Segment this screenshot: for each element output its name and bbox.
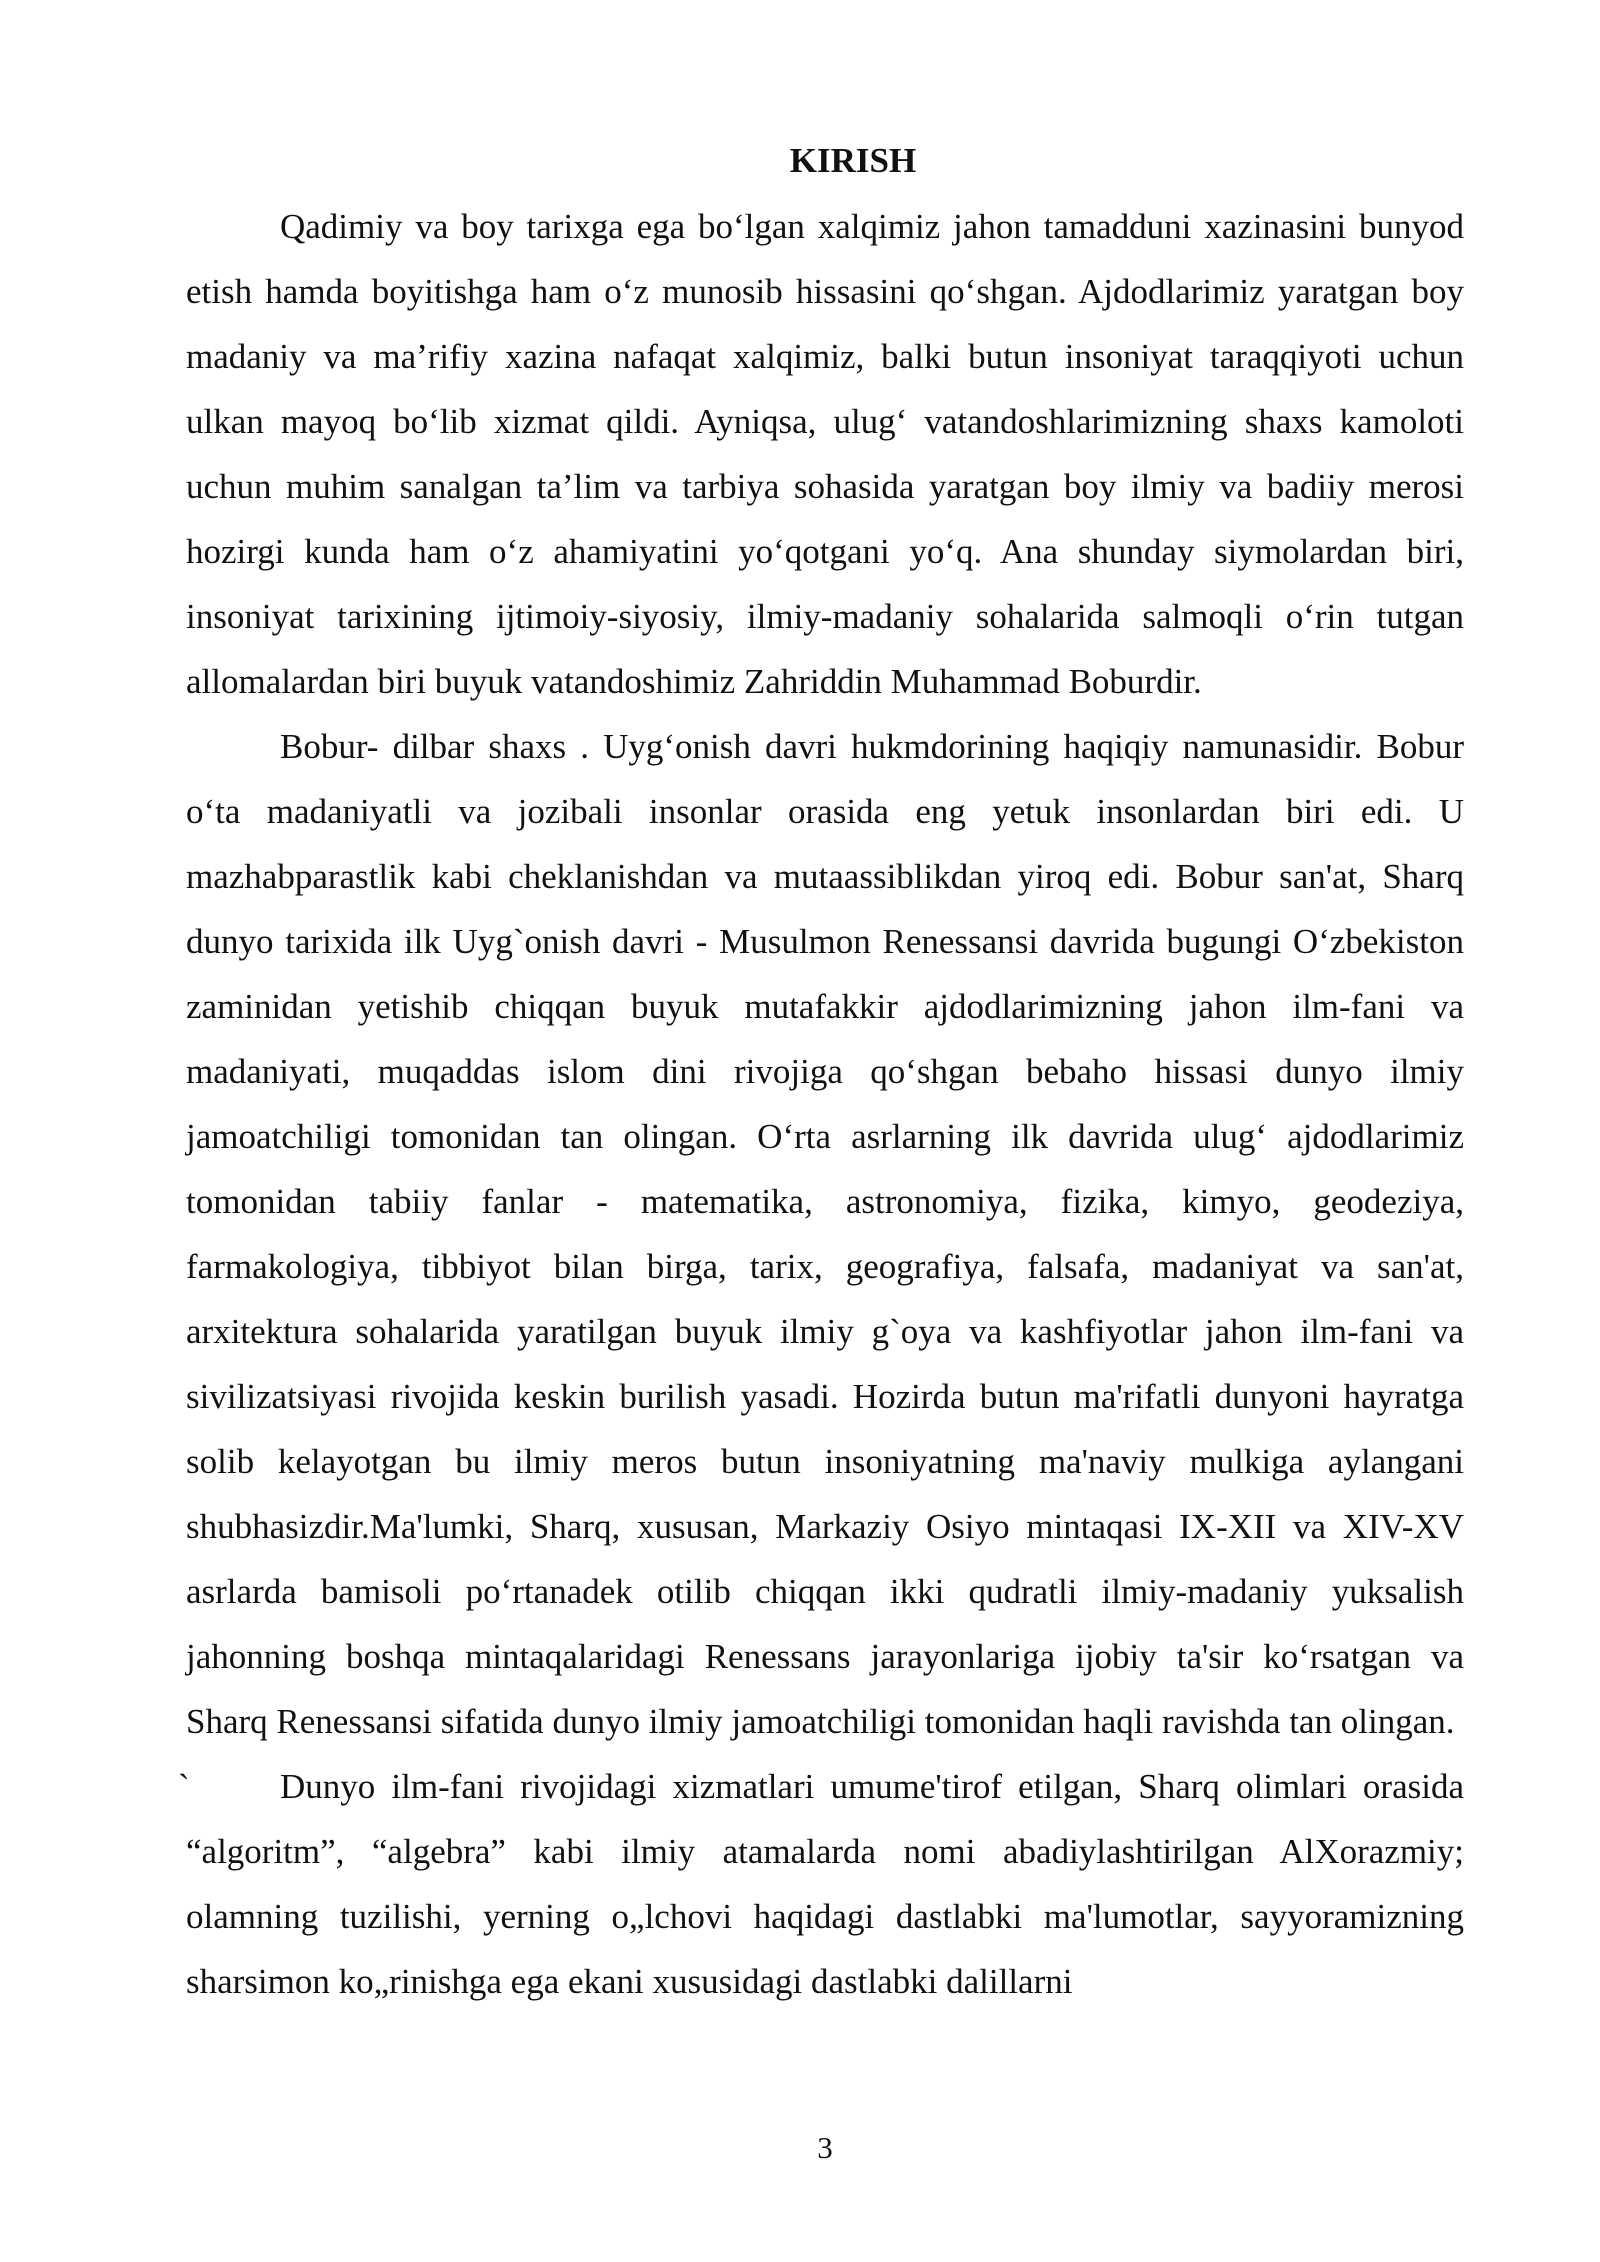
paragraph: Qadimiy va boy tarixga ega bo‘lgan xalqimiz jahon tamadduni xazinasini bunyod etish hamda boyitishga ham o‘z munosib hissasini qo‘shgan. Ajdodlarimiz yaratgan boy madaniy va ma’rifiy xazina nafaqat xalqimiz, balki butun insoniyat taraqqiyoti uchun ulkan mayoq bo‘lib xizmat qildi. Ayniqsa, ulug‘ vatandoshlarimizning shaxs kamoloti uchun muhim sanalgan ta’lim va tarbiya sohasida yaratgan boy ilmiy va badiiy merosi hozirgi kunda ham o‘z ahamiyatini yo‘qotgani yo‘q. Ana shunday siymolardan biri, insoniyat tarixining ijtimoiy-siyosiy, ilmiy-madaniy sohalarida salmoqli o‘rin tutgan allomalardan biri buyuk vatandoshimiz Zahriddin Muhammad Boburdir. [186,207,1464,701]
document-body [178,136,1464,2014]
paragraph-container-3 [178,1754,1464,2014]
paragraph-container-1 [186,194,1464,714]
stray-backtick-mark: ` [178,1767,190,1806]
paragraph: Dunyo ilm-fani rivojidagi xizmatlari umume'tirof etilgan, Sharq olimlari orasida “algoritm”, “algebra” kabi ilmiy atamalarda nomi abadiylashtirilgan AlXorazmiy; olamning tuzilishi, yerning o„lchovi haqidagi dastlabki ma'lumotlar, sayyoramizning sharsimon ko„rinishga ega ekani xususidagi dastlabki dalillarni [186,1767,1464,2001]
section-heading: KIRISH [789,141,917,180]
page-number: 3 [817,2130,833,2165]
paragraph: Bobur- dilbar shaxs . Uyg‘onish davri hukmdorining haqiqiy namunasidir. Bobur o‘ta madaniyatli va jozibali insonlar orasida eng yetuk insonlardan biri edi. U mazhabparastlik kabi cheklanishdan va mutaassiblikdan yiroq edi. Bobur san'at, Sharq dunyo tarixida ilk Uyg`onish davri - Musulmon Renessansi davrida bugungi O‘zbekiston zaminidan yetishib chiqqan buyuk mutafakkir ajdodlarimizning jahon ilm-fani va madaniyati, muqaddas islom dini rivojiga qo‘shgan bebaho hissasi dunyo ilmiy jamoatchiligi tomonidan tan olingan. O‘rta asrlarning ilk davrida ulug‘ ajdodlarimiz tomonidan tabiiy fanlar - matematika, astronomiya, fizika, kimyo, geodeziya, farmakologiya, tibbiyot bilan birga, tarix, geografiya, falsafa, madaniyat va san'at, arxitektura sohalarida yaratilgan buyuk ilmiy g`oya va kashfiyotlar jahon ilm-fani va sivilizatsiyasi rivojida keskin burilish yasadi. Hozirda butun ma'rifatli dunyoni hayratga solib kelayotgan bu ilmiy meros butun insoniyatning ma'naviy mulkiga aylangani shubhasizdir.Ma'lumki, Sharq, xususan, Markaziy Osiyo mintaqasi IX-XII va XIV-XV asrlarda bamisoli po‘rtanadek otilib chiqqan ikki qudratli ilmiy-madaniy yuksalish jahonning boshqa mintaqalaridagi Renessans jarayonlariga ijobiy ta'sir ko‘rsatgan va Sharq Renessansi sifatida dunyo ilmiy jamoatchiligi tomonidan haqli ravishda tan olingan. [186,727,1464,1741]
paragraph-container-2 [186,714,1464,1754]
